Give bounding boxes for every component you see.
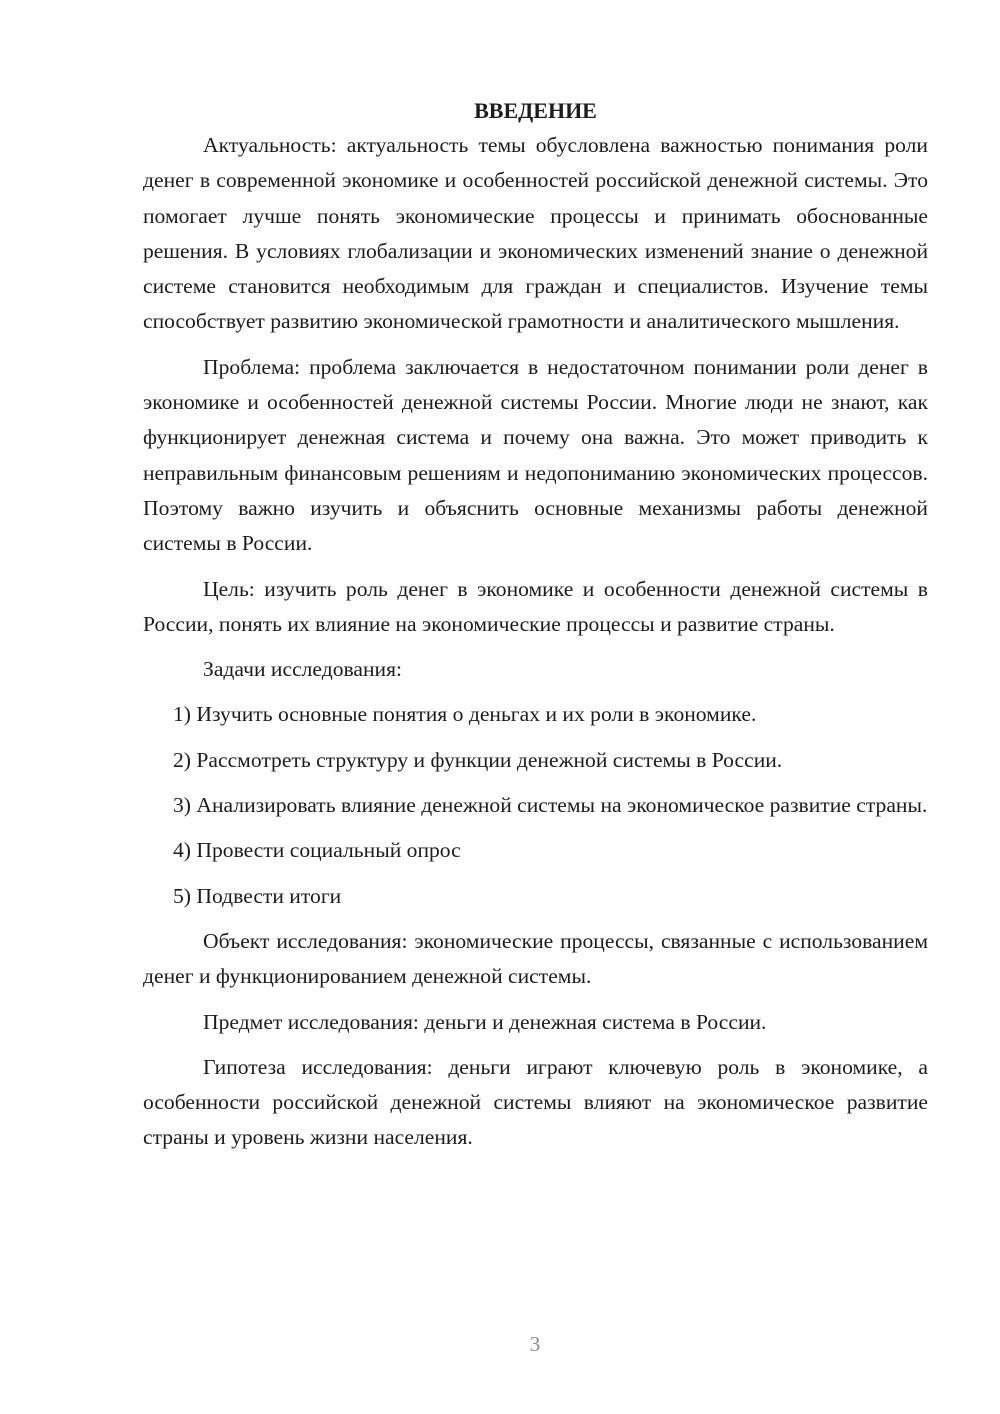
subject-paragraph: Предмет исследования: деньги и денежная система в России. <box>203 1009 767 1034</box>
hypothesis-paragraph: Гипотеза исследования: деньги играют ключевую роль в экономике, а особенности российской денежной системы влияют на экономическое развитие страны и уровень жизни населения. <box>143 1054 928 1150</box>
task-item: 1) Изучить основные понятия о деньгах и их роли в экономике. <box>173 702 757 727</box>
page-number: 3 <box>529 1332 541 1356</box>
document-page <box>143 94 928 1166</box>
relevance-paragraph: Актуальность: актуальность темы обусловлена важностью понимания роли денег в современной экономике и особенностей российской денежной системы. Это помогает лучше понять экономические процессы и принимать обоснованные решения. В условиях глобализации и экономических изменений знание о денежной системе становится необходимым для граждан и специалистов. Изучение темы способствует развитию экономической грамотности и аналитического мышления. <box>143 133 928 334</box>
problem-paragraph: Проблема: проблема заключается в недостаточном понимании роли денег в экономике и особенностей денежной системы России. Многие люди не знают, как функционирует денежная система и почему она важна. Это может приводить к неправильным финансовым решениям и недопониманию экономических процессов. Поэтому важно изучить и объяснить основные механизмы работы денежной системы в России. <box>143 354 928 556</box>
task-item: 4) Провести социальный опрос <box>173 838 461 863</box>
task-item: 3) Анализировать влияние денежной системы на экономическое развитие страны. <box>173 793 928 818</box>
tasks-heading: Задачи исследования: <box>203 657 403 682</box>
task-item: 2) Рассмотреть структуру и функции денежной системы в России. <box>173 747 783 772</box>
object-paragraph: Объект исследования: экономические процессы, связанные с использованием денег и функционированием денежной системы. <box>143 928 928 989</box>
task-item: 5) Подвести итоги <box>173 883 342 908</box>
page-title: ВВЕДЕНИЕ <box>474 98 597 123</box>
goal-paragraph: Цель: изучить роль денег в экономике и особенности денежной системы в России, понять их влияние на экономические процессы и развитие страны. <box>143 576 928 636</box>
